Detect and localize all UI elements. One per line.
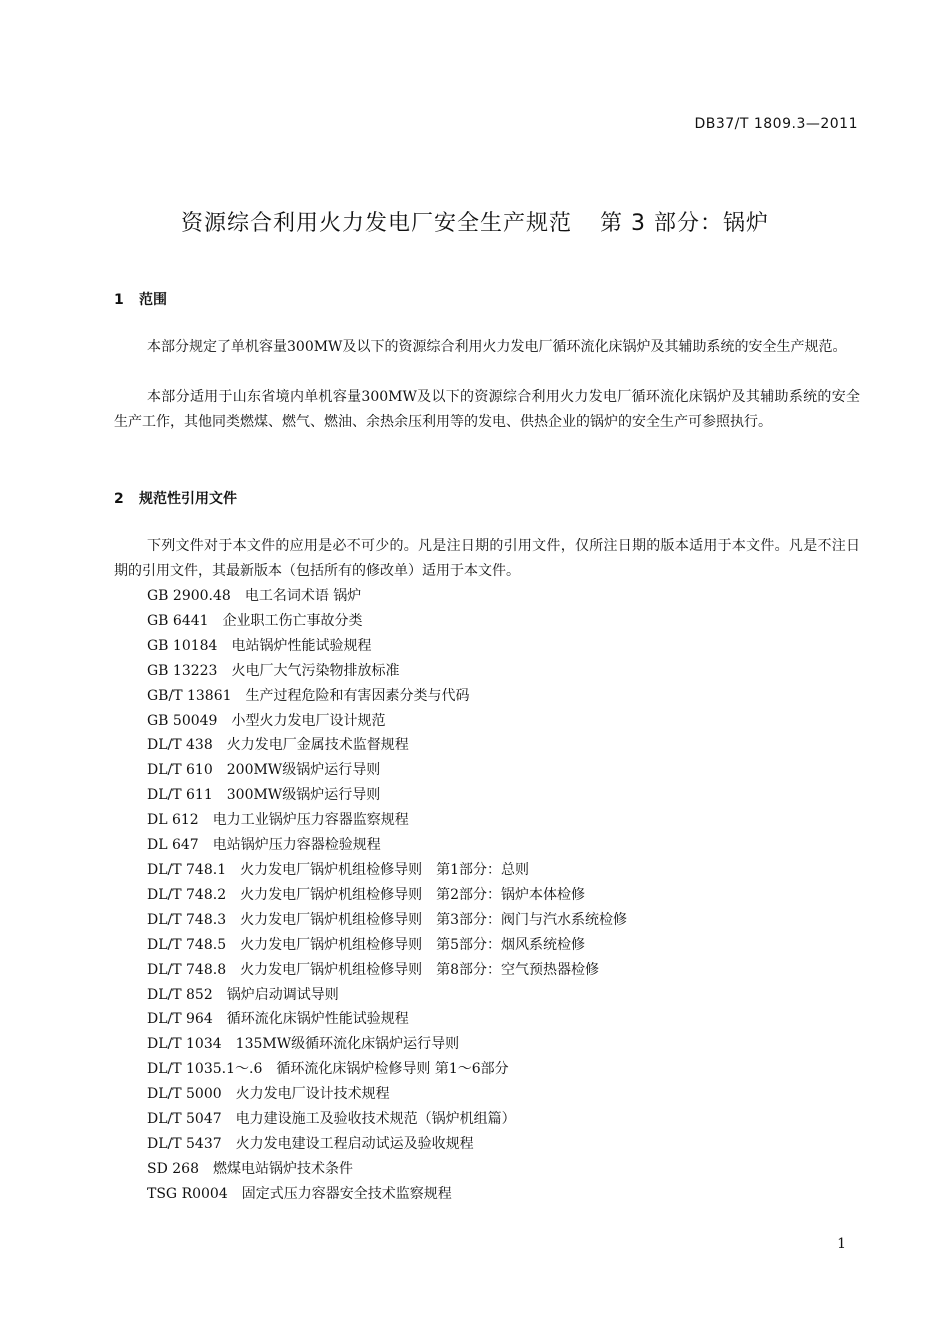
reference-code: TSG R0004 bbox=[147, 1185, 228, 1202]
reference-title: 企业职工伤亡事故分类 bbox=[222, 612, 363, 629]
reference-code: SD 268 bbox=[147, 1160, 199, 1177]
reference-item bbox=[147, 634, 627, 659]
reference-list bbox=[147, 584, 627, 1207]
reference-title: 电站锅炉压力容器检验规程 bbox=[212, 837, 381, 854]
reference-code: GB 2900.48 bbox=[147, 588, 231, 604]
reference-item bbox=[147, 783, 627, 808]
reference-title: 火力发电厂锅炉机组检修导则 第1部分：总则 bbox=[240, 861, 530, 878]
reference-item bbox=[147, 1182, 627, 1207]
reference-code: GB 6441 bbox=[147, 612, 209, 629]
reference-code: DL/T 438 bbox=[147, 737, 213, 754]
section-title: 规范性引用文件 bbox=[139, 491, 237, 507]
reference-code: DL/T 748.5 bbox=[147, 936, 227, 953]
reference-title: 火力发电厂金属技术监督规程 bbox=[226, 737, 409, 754]
reference-title: 火力发电厂设计技术规程 bbox=[235, 1086, 390, 1103]
reference-title: 火力发电建设工程启动试运及验收规程 bbox=[235, 1135, 474, 1152]
reference-item bbox=[147, 808, 627, 833]
reference-item bbox=[147, 833, 627, 858]
reference-item bbox=[147, 584, 627, 609]
reference-item bbox=[147, 733, 627, 758]
section-number: 1 bbox=[114, 292, 124, 308]
reference-code: DL/T 748.2 bbox=[147, 886, 227, 903]
reference-title: 小型火力发电厂设计规范 bbox=[231, 712, 386, 729]
reference-code: DL 647 bbox=[147, 837, 199, 854]
reference-item bbox=[147, 1007, 627, 1032]
reference-title: 固定式压力容器安全技术监察规程 bbox=[241, 1185, 452, 1202]
reference-item bbox=[147, 609, 627, 634]
section-number: 2 bbox=[114, 491, 124, 507]
section-heading-scope bbox=[114, 289, 167, 309]
reference-item bbox=[147, 1057, 627, 1082]
section-heading-normative-references bbox=[114, 488, 237, 508]
references-intro-paragraph: 下列文件对于本文件的应用是必不可少的。凡是注日期的引用文件，仅所注日期的版本适用于本文件。凡是不注日期的引用文件，其最新版本（包括所有的修改单）适用于本文件。 bbox=[114, 538, 860, 579]
reference-item bbox=[147, 883, 627, 908]
document-title-main: 资源综合利用火力发电厂安全生产规范 bbox=[181, 211, 573, 236]
reference-item bbox=[147, 1157, 627, 1182]
reference-code: DL/T 5047 bbox=[147, 1111, 222, 1128]
reference-code: DL/T 611 bbox=[147, 787, 213, 804]
reference-title: 135MW级循环流化床锅炉运行导则 bbox=[235, 1036, 460, 1053]
reference-item bbox=[147, 983, 627, 1008]
section-title: 范围 bbox=[139, 292, 167, 308]
reference-item bbox=[147, 858, 627, 883]
scope-paragraph-1: 本部分规定了单机容量300MW及以下的资源综合利用火力发电厂循环流化床锅炉及其辅助系统的安全生产规范。 bbox=[147, 339, 847, 355]
reference-item bbox=[147, 1132, 627, 1157]
document-title-part: 第 3 部分：锅炉 bbox=[600, 211, 769, 236]
reference-code: DL/T 1035.1～.6 bbox=[147, 1061, 263, 1078]
reference-item bbox=[147, 933, 627, 958]
reference-code: DL/T 5437 bbox=[147, 1135, 222, 1152]
reference-title: 生产过程危险和有害因素分类与代码 bbox=[245, 687, 470, 704]
reference-item bbox=[147, 709, 627, 734]
reference-code: GB 13223 bbox=[147, 662, 218, 679]
reference-title: 200MW级锅炉运行导则 bbox=[226, 762, 381, 779]
reference-item bbox=[147, 908, 627, 933]
reference-title: 锅炉启动调试导则 bbox=[226, 986, 339, 1003]
reference-title: 火电厂大气污染物排放标准 bbox=[231, 662, 400, 679]
reference-code: DL/T 1034 bbox=[147, 1036, 222, 1053]
reference-code: GB 50049 bbox=[147, 712, 218, 729]
reference-item bbox=[147, 1082, 627, 1107]
reference-code: DL 612 bbox=[147, 812, 199, 829]
reference-code: DL/T 748.1 bbox=[147, 861, 227, 878]
reference-code: DL/T 852 bbox=[147, 986, 213, 1003]
reference-code: GB 10184 bbox=[147, 637, 218, 654]
reference-code: DL/T 610 bbox=[147, 762, 213, 779]
reference-code: DL/T 964 bbox=[147, 1011, 213, 1028]
reference-title: 电工名词术语 锅炉 bbox=[244, 588, 362, 604]
reference-code: DL/T 5000 bbox=[147, 1086, 222, 1103]
reference-code: DL/T 748.8 bbox=[147, 961, 227, 978]
reference-title: 燃煤电站锅炉技术条件 bbox=[213, 1160, 353, 1177]
reference-title: 循环流化床锅炉检修导则 第1～6部分 bbox=[276, 1061, 509, 1078]
page-number: 1 bbox=[837, 1236, 846, 1252]
document-title bbox=[0, 206, 950, 237]
scope-paragraph-2: 本部分适用于山东省境内单机容量300MW及以下的资源综合利用火力发电厂循环流化床锅炉及其辅助系统的安全生产工作，其他同类燃煤、燃气、燃油、余热余压利用等的发电、供热企业的锅炉的安全生产可参照执行。 bbox=[114, 389, 860, 430]
reference-title: 电站锅炉性能试验规程 bbox=[231, 637, 372, 654]
reference-title: 电力建设施工及验收技术规范（锅炉机组篇） bbox=[235, 1111, 516, 1128]
reference-title: 300MW级锅炉运行导则 bbox=[226, 787, 381, 804]
reference-item bbox=[147, 758, 627, 783]
reference-title: 循环流化床锅炉性能试验规程 bbox=[226, 1011, 409, 1028]
reference-title: 火力发电厂锅炉机组检修导则 第2部分：锅炉本体检修 bbox=[240, 886, 586, 903]
reference-item bbox=[147, 1032, 627, 1057]
standard-code: DB37/T 1809.3—2011 bbox=[694, 116, 858, 132]
reference-title: 火力发电厂锅炉机组检修导则 第8部分：空气预热器检修 bbox=[240, 961, 600, 978]
reference-title: 火力发电厂锅炉机组检修导则 第3部分：阀门与汽水系统检修 bbox=[240, 911, 628, 928]
reference-code: DL/T 748.3 bbox=[147, 911, 227, 928]
reference-item bbox=[147, 958, 627, 983]
reference-item bbox=[147, 684, 627, 709]
reference-item bbox=[147, 659, 627, 684]
reference-title: 电力工业锅炉压力容器监察规程 bbox=[212, 812, 409, 829]
reference-item bbox=[147, 1107, 627, 1132]
reference-title: 火力发电厂锅炉机组检修导则 第5部分：烟风系统检修 bbox=[240, 936, 586, 953]
reference-code: GB/T 13861 bbox=[147, 687, 232, 704]
